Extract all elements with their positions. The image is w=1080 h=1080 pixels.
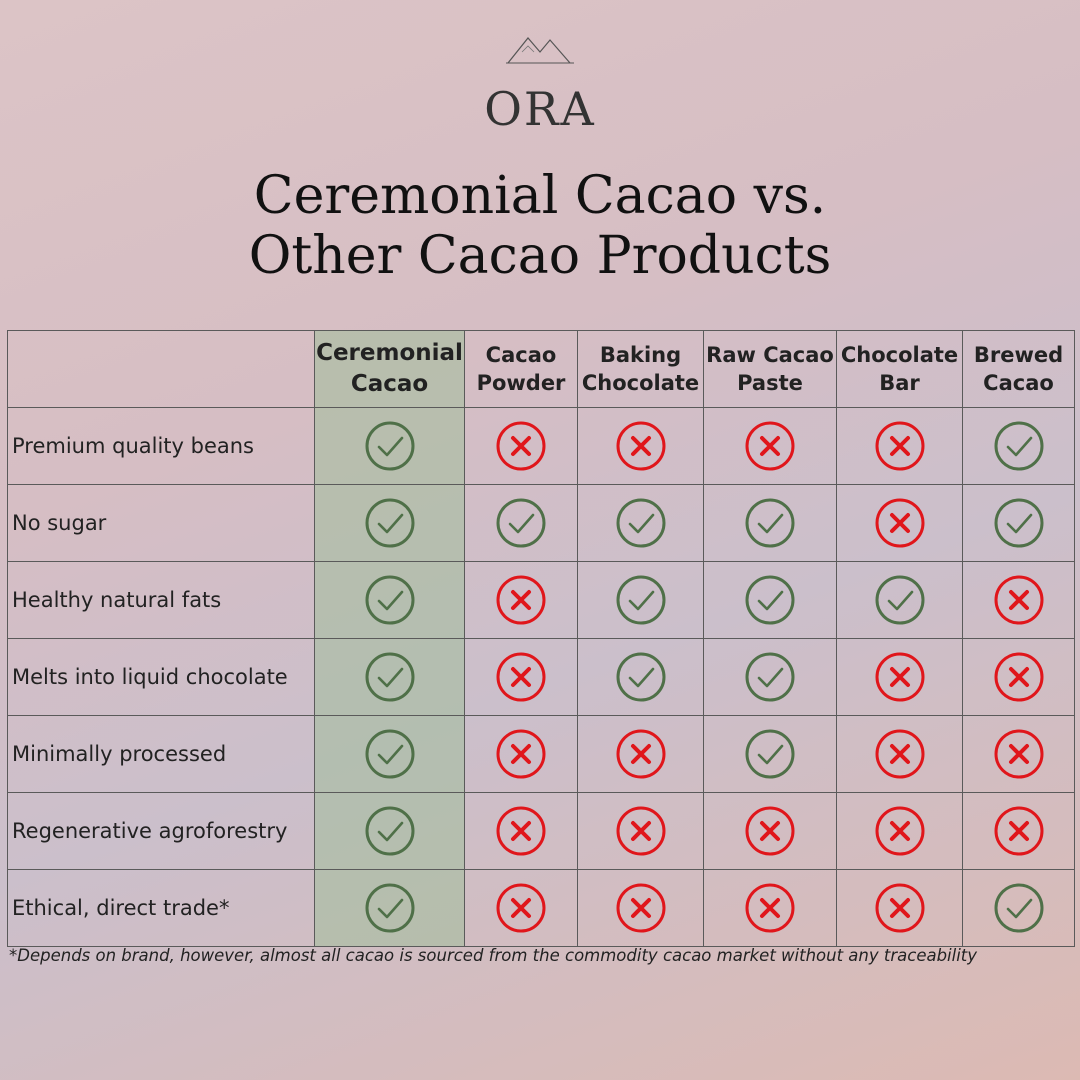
table-cell: [704, 793, 837, 870]
row-label: Melts into liquid chocolate: [8, 639, 315, 716]
table-header-row: [8, 331, 1075, 408]
table-cell: [837, 485, 963, 562]
x-circle-icon: [993, 574, 1045, 626]
table-cell: [465, 562, 578, 639]
table-row: [8, 408, 1075, 485]
table-cell: [578, 562, 704, 639]
check-circle-icon: [495, 497, 547, 549]
table-cell: [465, 408, 578, 485]
x-circle-icon: [744, 420, 796, 472]
x-circle-icon: [993, 728, 1045, 780]
table-cell: [704, 485, 837, 562]
title-line-2: Other Cacao Products: [248, 226, 832, 286]
table-cell: [963, 562, 1075, 639]
check-circle-icon: [874, 574, 926, 626]
check-circle-icon: [364, 882, 416, 934]
table-cell: [963, 870, 1075, 947]
table-cell: [465, 870, 578, 947]
table-cell: [704, 716, 837, 793]
column-header: Ceremonial Cacao: [315, 331, 465, 408]
table-cell: [704, 870, 837, 947]
table-cell: [837, 716, 963, 793]
x-circle-icon: [874, 728, 926, 780]
x-circle-icon: [874, 805, 926, 857]
table-cell: [315, 793, 465, 870]
check-circle-icon: [744, 651, 796, 703]
x-circle-icon: [993, 651, 1045, 703]
x-circle-icon: [495, 574, 547, 626]
check-circle-icon: [364, 574, 416, 626]
footnote: *Depends on brand, however, almost all cacao is sourced from the commodity cacao market without any traceability: [9, 946, 978, 965]
check-circle-icon: [744, 574, 796, 626]
check-circle-icon: [993, 420, 1045, 472]
table-cell: [315, 562, 465, 639]
table-cell: [963, 485, 1075, 562]
check-circle-icon: [993, 882, 1045, 934]
table-row: [8, 793, 1075, 870]
table-cell: [578, 793, 704, 870]
x-circle-icon: [993, 805, 1045, 857]
x-circle-icon: [495, 728, 547, 780]
table-cell: [315, 716, 465, 793]
column-header: Baking Chocolate: [578, 331, 704, 408]
table-cell: [963, 793, 1075, 870]
table-cell: [963, 716, 1075, 793]
table-cell: [465, 485, 578, 562]
check-circle-icon: [615, 574, 667, 626]
table-row: [8, 485, 1075, 562]
table-cell: [837, 870, 963, 947]
check-circle-icon: [364, 420, 416, 472]
row-label: Premium quality beans: [8, 408, 315, 485]
x-circle-icon: [495, 882, 547, 934]
row-label: Minimally processed: [8, 716, 315, 793]
table-cell: [963, 408, 1075, 485]
table-cell: [315, 639, 465, 716]
page-title: [0, 166, 1080, 286]
table-row: [8, 562, 1075, 639]
table-row: [8, 639, 1075, 716]
check-circle-icon: [364, 728, 416, 780]
row-label: Regenerative agroforestry: [8, 793, 315, 870]
table-row: [8, 870, 1075, 947]
column-header: Raw Cacao Paste: [704, 331, 837, 408]
table-cell: [704, 408, 837, 485]
mountain-peaks-icon: [470, 30, 610, 80]
table-cell: [704, 562, 837, 639]
title-line-1: Ceremonial Cacao vs.: [253, 166, 827, 226]
table-cell: [578, 485, 704, 562]
x-circle-icon: [615, 420, 667, 472]
table-cell: [837, 408, 963, 485]
table-cell: [704, 639, 837, 716]
column-header: Cacao Powder: [465, 331, 578, 408]
check-circle-icon: [744, 728, 796, 780]
x-circle-icon: [744, 882, 796, 934]
x-circle-icon: [495, 805, 547, 857]
table-cell: [315, 485, 465, 562]
check-circle-icon: [364, 497, 416, 549]
column-header: Chocolate Bar: [837, 331, 963, 408]
header-empty-cell: [8, 331, 315, 408]
table-cell: [837, 562, 963, 639]
column-header: Brewed Cacao: [963, 331, 1075, 408]
x-circle-icon: [874, 420, 926, 472]
table-cell: [578, 408, 704, 485]
check-circle-icon: [993, 497, 1045, 549]
x-circle-icon: [495, 651, 547, 703]
table-cell: [837, 639, 963, 716]
row-label: Ethical, direct trade*: [8, 870, 315, 947]
row-label: No sugar: [8, 485, 315, 562]
table-cell: [465, 793, 578, 870]
table-cell: [837, 793, 963, 870]
x-circle-icon: [874, 497, 926, 549]
brand-name: ORA: [484, 82, 596, 136]
x-circle-icon: [615, 805, 667, 857]
x-circle-icon: [874, 882, 926, 934]
table-cell: [578, 870, 704, 947]
x-circle-icon: [615, 882, 667, 934]
table-cell: [578, 639, 704, 716]
check-circle-icon: [744, 497, 796, 549]
table-cell: [315, 870, 465, 947]
row-label: Healthy natural fats: [8, 562, 315, 639]
brand-logo: [470, 30, 610, 136]
table-cell: [465, 639, 578, 716]
check-circle-icon: [615, 497, 667, 549]
x-circle-icon: [744, 805, 796, 857]
x-circle-icon: [615, 728, 667, 780]
check-circle-icon: [615, 651, 667, 703]
check-circle-icon: [364, 651, 416, 703]
table-cell: [578, 716, 704, 793]
x-circle-icon: [874, 651, 926, 703]
comparison-table: [7, 330, 1075, 947]
table-cell: [315, 408, 465, 485]
x-circle-icon: [495, 420, 547, 472]
table-cell: [465, 716, 578, 793]
table-cell: [963, 639, 1075, 716]
table-row: [8, 716, 1075, 793]
check-circle-icon: [364, 805, 416, 857]
